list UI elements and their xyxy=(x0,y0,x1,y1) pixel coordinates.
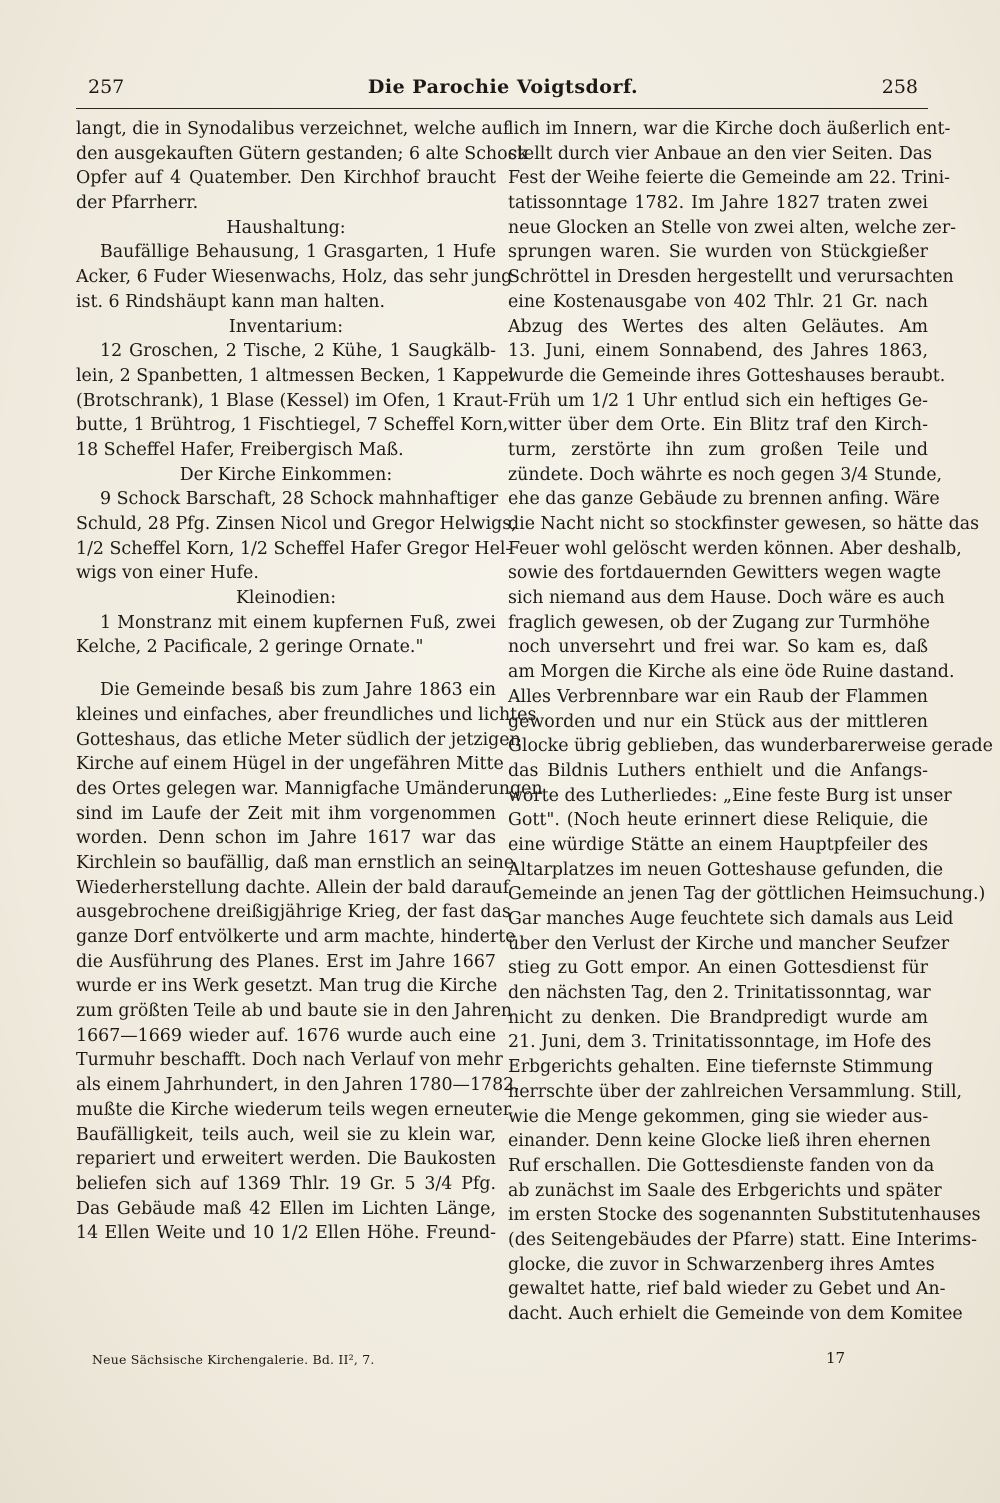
text-line: lein, 2 Spanbetten, 1 altmessen Becken, 1 Kappel xyxy=(76,365,514,386)
text-line: eine würdige Stätte an einem Hauptpfeiler des xyxy=(508,834,928,855)
text-line: lich im Innern, war die Kirche doch äußerlich ent- xyxy=(508,119,951,139)
right-column xyxy=(508,117,993,1327)
text-line: Opfer auf 4 Quatember. Den Kirchhof braucht xyxy=(76,168,496,189)
text-line: des Ortes gelegen war. Mannigfache Umänderungen xyxy=(76,778,543,799)
text-line: Gemeinde an jenen Tag der göttlichen Heimsuchung.) xyxy=(508,884,986,905)
text-line: kleines und einfaches, aber freundliches und lichtes xyxy=(76,704,537,725)
text-line: zündete. Doch währte es noch gegen 3/4 Stunde, xyxy=(508,464,943,485)
text-line: am Morgen die Kirche als eine öde Ruine dastand. xyxy=(508,662,955,683)
text-line: Acker, 6 Fuder Wiesenwachs, Holz, das sehr jung xyxy=(76,267,513,288)
text-line: Ruf erschallen. Die Gottesdienste fanden von da xyxy=(508,1155,935,1176)
text-line: über den Verlust der Kirche und mancher Seufzer xyxy=(508,933,950,954)
text-line: Abzug des Wertes des alten Geläutes. Am xyxy=(508,316,928,337)
text-line: Schuld, 28 Pfg. Zinsen Nicol und Gregor Helwigs, xyxy=(76,514,517,534)
page-number-left: 257 xyxy=(88,76,125,98)
text-line: Altarplatzes im neuen Gotteshause gefunden, die xyxy=(508,859,944,880)
left-column xyxy=(76,117,543,1246)
text-line: stellt durch vier Anbaue an den vier Seiten. Das xyxy=(508,143,933,164)
text-line: Früh um 1/2 1 Uhr entlud sich ein heftiges Ge- xyxy=(508,390,928,411)
signature-mark: 17 xyxy=(826,1349,846,1367)
text-line: die Nacht nicht so stockfinster gewesen, so hätte das xyxy=(508,514,979,534)
text-line: Das Gebäude maß 42 Ellen im Lichten Länge, xyxy=(76,1198,496,1219)
text-line: die Ausführung des Planes. Erst im Jahre 1667 xyxy=(76,951,496,972)
text-line: (des Seitengebäudes der Pfarre) statt. Eine Interims- xyxy=(508,1229,978,1250)
text-line: sprungen waren. Sie wurden von Stückgießer xyxy=(508,242,928,263)
text-line: 14 Ellen Weite und 10 1/2 Ellen Höhe. Freund- xyxy=(76,1223,496,1244)
header-rule xyxy=(76,108,928,109)
text-line: Baufälligkeit, teils auch, weil sie zu klein war, xyxy=(76,1124,496,1145)
section-heading: Kleinodien: xyxy=(235,588,337,609)
text-line: Turmuhr beschafft. Doch nach Verlauf von mehr xyxy=(76,1050,503,1071)
text-line: beliefen sich auf 1369 Thlr. 19 Gr. 5 3/4 Pfg. xyxy=(76,1173,496,1194)
text-line: wurde er ins Werk gesetzt. Man trug die Kirche xyxy=(76,976,498,997)
text-line: 1 Monstranz mit einem kupfernen Fuß, zwei xyxy=(100,612,496,633)
text-line: neue Glocken an Stelle von zwei alten, welche zer- xyxy=(508,217,957,238)
text-line: dacht. Auch erhielt die Gemeinde von dem Komitee xyxy=(508,1304,963,1324)
text-line: Die Gemeinde besaß bis zum Jahre 1863 ein xyxy=(100,680,496,701)
text-line: Kirche auf einem Hügel in der ungefähren Mitte xyxy=(76,754,504,775)
text-line: stieg zu Gott empor. An einen Gottesdienst für xyxy=(508,958,928,979)
text-line: den ausgekauften Gütern gestanden; 6 alte Schock xyxy=(76,143,528,164)
text-line: 12 Groschen, 2 Tische, 2 Kühe, 1 Saugkälb- xyxy=(100,341,496,362)
text-line: Feuer wohl gelöscht werden können. Aber deshalb, xyxy=(508,538,962,559)
text-line: Gott". (Noch heute erinnert diese Reliquie, die xyxy=(508,810,928,831)
text-line: ab zunächst im Saale des Erbgerichts und später xyxy=(508,1180,942,1201)
text-line: nicht zu denken. Die Brandpredigt wurde am xyxy=(508,1007,928,1028)
text-line: Gar manches Auge feuchtete sich damals aus Leid xyxy=(508,909,954,929)
text-line: Erbgerichts gehalten. Eine tiefernste Stimmung xyxy=(508,1057,933,1078)
section-heading: Inventarium: xyxy=(228,316,344,337)
text-line: sich niemand aus dem Hause. Doch wäre es auch xyxy=(508,588,945,609)
text-line: Baufällige Behausung, 1 Grasgarten, 1 Hufe xyxy=(100,242,496,263)
text-line: Fest der Weihe feierte die Gemeinde am 22. Trini- xyxy=(508,168,951,189)
text-line: mußte die Kirche wiederum teils wegen erneuter xyxy=(76,1099,512,1120)
text-line: gewaltet hatte, rief bald wieder zu Gebet und An- xyxy=(508,1279,946,1300)
text-line: wigs von einer Hufe. xyxy=(76,563,259,584)
text-line: Wiederherstellung dachte. Allein der bald darauf xyxy=(76,877,510,898)
text-line: wie die Menge gekommen, ging sie wieder aus- xyxy=(508,1106,929,1127)
text-line: ist. 6 Rindshäupt kann man halten. xyxy=(76,291,386,312)
text-line: 18 Scheffel Hafer, Freibergisch Maß. xyxy=(76,439,404,460)
text-line: als einem Jahrhundert, in den Jahren 1780—1782, xyxy=(76,1075,520,1096)
text-line: fraglich gewesen, ob der Zugang zur Turmhöhe xyxy=(508,612,930,633)
text-line: sind im Laufe der Zeit mit ihm vorgenommen xyxy=(76,803,496,824)
running-head xyxy=(88,72,918,106)
text-line: 21. Juni, dem 3. Trinitatissonntage, im Hofe des xyxy=(508,1032,932,1053)
text-line: glocke, die zuvor in Schwarzenberg ihres Amtes xyxy=(508,1254,935,1275)
text-line: ganze Dorf entvölkerte und arm machte, hinderte xyxy=(76,927,516,947)
text-line: Schröttel in Dresden hergestellt und verursachten xyxy=(508,267,954,288)
text-line: 9 Schock Barschaft, 28 Schock mahnhaftiger xyxy=(100,489,499,510)
text-line: 13. Juni, einem Sonnabend, des Jahres 1863, xyxy=(508,341,928,362)
text-line: wurde die Gemeinde ihres Gotteshauses beraubt. xyxy=(508,365,946,386)
text-line: (Brotschrank), 1 Blase (Kessel) im Ofen, 1 Kraut- xyxy=(76,390,509,411)
text-line: Glocke übrig geblieben, das wunderbarerweise gerade xyxy=(508,736,993,757)
text-line: herrschte über der zahlreichen Versammlung. Still, xyxy=(508,1081,963,1102)
text-line: ehe das ganze Gebäude zu brennen anfing. Wäre xyxy=(508,489,940,510)
text-line: worden. Denn schon im Jahre 1617 war das xyxy=(76,828,496,849)
section-heading: Haushaltung: xyxy=(226,217,346,238)
text-line: das Bildnis Luthers enthielt und die Anfangs- xyxy=(508,760,928,781)
text-line: geworden und nur ein Stück aus der mittleren xyxy=(508,711,928,732)
page-number-right: 258 xyxy=(881,76,918,98)
text-line: worte des Lutherliedes: „Eine feste Burg ist unser xyxy=(508,785,952,806)
text-line: langt, die in Synodalibus verzeichnet, welche auf xyxy=(76,119,510,139)
text-line: turm, zerstörte ihn zum großen Teile und xyxy=(508,439,928,460)
text-line: sowie des fortdauernden Gewitters wegen wagte xyxy=(508,563,942,584)
footnote: Neue Sächsische Kirchengalerie. Bd. II², 7. xyxy=(92,1352,375,1367)
text-line: zum größten Teile ab und baute sie in den Jahren xyxy=(76,1001,513,1022)
text-line: Gotteshaus, das etliche Meter südlich der jetzigen xyxy=(76,729,521,750)
paragraph-gap xyxy=(76,660,496,678)
page-title: Die Parochie Voigtsdorf. xyxy=(367,76,639,98)
text-line: Alles Verbrennbare war ein Raub der Flammen xyxy=(508,686,928,707)
section-heading: Der Kirche Einkommen: xyxy=(179,464,393,485)
text-line: Kirchlein so baufällig, daß man ernstlich an seine xyxy=(76,852,515,873)
text-line: butte, 1 Brühtrog, 1 Fischtiegel, 7 Scheffel Korn, xyxy=(76,415,509,436)
text-line: ausgebrochene dreißigjährige Krieg, der fast das xyxy=(76,902,511,923)
text-line: den nächsten Tag, den 2. Trinitatissonntag, war xyxy=(508,983,931,1004)
text-line: witter über dem Orte. Ein Blitz traf den Kirch- xyxy=(508,415,928,436)
text-line: noch unversehrt und frei war. So kam es, daß xyxy=(508,637,928,658)
text-line: 1/2 Scheffel Korn, 1/2 Scheffel Hafer Gregor Hel- xyxy=(76,538,512,559)
text-line: repariert und erweitert werden. Die Baukosten xyxy=(76,1149,496,1170)
text-line: eine Kostenausgabe von 402 Thlr. 21 Gr. nach xyxy=(508,291,928,312)
text-line: einander. Denn keine Glocke ließ ihren ehernen xyxy=(508,1131,931,1152)
text-line: Kelche, 2 Pacificale, 2 geringe Ornate." xyxy=(76,637,424,658)
text-line: 1667—1669 wieder auf. 1676 wurde auch eine xyxy=(76,1025,496,1046)
text-line: tatissonntage 1782. Im Jahre 1827 traten zwei xyxy=(508,193,928,214)
text-line: der Pfarrherr. xyxy=(76,193,199,214)
text-line: im ersten Stocke des sogenannten Substitutenhauses xyxy=(508,1205,981,1226)
